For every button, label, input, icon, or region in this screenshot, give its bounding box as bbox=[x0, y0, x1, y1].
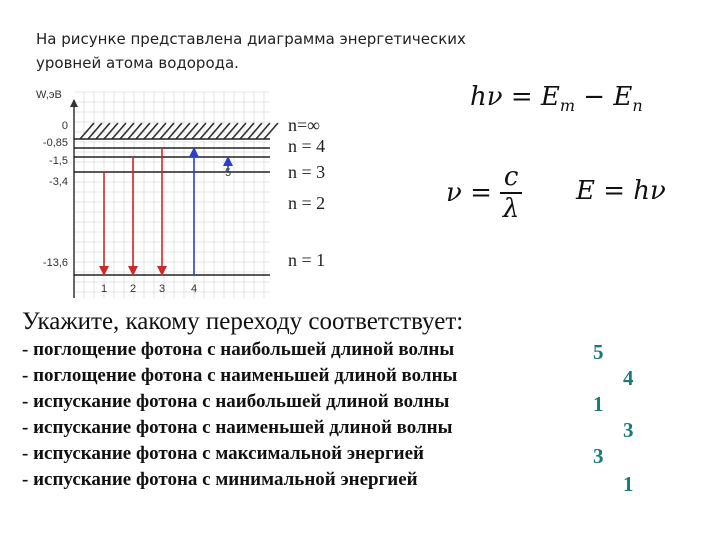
ionization-hatching bbox=[80, 123, 278, 139]
hatch-line bbox=[264, 123, 278, 139]
level-n-label: n=∞ bbox=[288, 115, 320, 135]
hatch-line bbox=[208, 123, 222, 139]
fraction-denominator: λ bbox=[502, 194, 520, 224]
energy-label: -13,6 bbox=[42, 257, 68, 269]
energy-label: -3,4 bbox=[49, 176, 68, 188]
intro-text: На рисунке представлена диаграмма энергетических уровней атома водорода. bbox=[36, 30, 466, 72]
transition-label: 4 bbox=[190, 283, 198, 295]
hatch-line bbox=[184, 123, 198, 139]
hatch-line bbox=[104, 123, 118, 139]
answer-1: 5 bbox=[593, 340, 604, 364]
hatch-line bbox=[96, 123, 110, 139]
transition-arrows bbox=[101, 148, 231, 295]
answer-6: 1 bbox=[623, 472, 634, 496]
hatch-line bbox=[144, 123, 158, 139]
hatch-line bbox=[88, 123, 102, 139]
level-n-label: n = 3 bbox=[288, 162, 326, 182]
fraction bbox=[500, 162, 523, 224]
transition-label: 3 bbox=[158, 283, 166, 295]
nu-left: ν = bbox=[446, 178, 492, 208]
transition-label: 5 bbox=[224, 167, 232, 179]
planck-sub-n: n bbox=[632, 96, 643, 116]
axis-label: W,эВ bbox=[36, 89, 62, 101]
hatch-line bbox=[120, 123, 134, 139]
question-items bbox=[22, 337, 457, 493]
transition-label: 1 bbox=[100, 283, 108, 295]
question-item: - испускание фотона с наименьшей длиной волны bbox=[22, 417, 453, 438]
energy-label: -1,5 bbox=[49, 155, 68, 167]
question-item: - испускание фотона с минимальной энергией bbox=[22, 469, 418, 490]
level-n-label: n = 1 bbox=[288, 250, 326, 270]
hatch-line bbox=[168, 123, 182, 139]
hatch-line bbox=[160, 123, 174, 139]
answer-2: 4 bbox=[623, 366, 634, 390]
planck-minus: − E bbox=[575, 82, 633, 112]
transition-label: 2 bbox=[129, 283, 137, 295]
hatch-line bbox=[256, 123, 270, 139]
planck-sub-m: m bbox=[559, 96, 576, 116]
answer-5: 3 bbox=[593, 444, 604, 468]
energy-formula: E = hν bbox=[576, 176, 666, 206]
question-text: Укажите, какому переходу соответствует: bbox=[22, 308, 464, 335]
hatch-line bbox=[224, 123, 238, 139]
hatch-line bbox=[176, 123, 190, 139]
hatch-line bbox=[240, 123, 254, 139]
planck-left: hν = E bbox=[470, 82, 560, 112]
hatch-line bbox=[128, 123, 142, 139]
question-item: - поглощение фотона с наибольшей длиной волны bbox=[22, 339, 455, 360]
fraction-numerator: c bbox=[500, 162, 523, 194]
answer-3: 1 bbox=[593, 392, 604, 416]
hatch-line bbox=[200, 123, 214, 139]
planck-formula bbox=[470, 82, 643, 115]
hatch-line bbox=[248, 123, 262, 139]
hatch-line bbox=[80, 123, 94, 139]
hatch-line bbox=[136, 123, 150, 139]
answer-4: 3 bbox=[623, 418, 634, 442]
question-item: - испускание фотона с наибольшей длиной волны bbox=[22, 391, 450, 412]
energy-label: -0,85 bbox=[42, 137, 68, 149]
frequency-formula bbox=[446, 162, 522, 224]
question-item: - поглощение фотона с наименьшей длиной волны bbox=[22, 365, 458, 386]
level-n-label: n = 2 bbox=[288, 193, 326, 213]
energy-label: 0 bbox=[61, 120, 68, 132]
question-item: - испускание фотона с максимальной энергией bbox=[22, 443, 424, 464]
level-n-label: n = 4 bbox=[288, 136, 326, 156]
hatch-line bbox=[216, 123, 230, 139]
